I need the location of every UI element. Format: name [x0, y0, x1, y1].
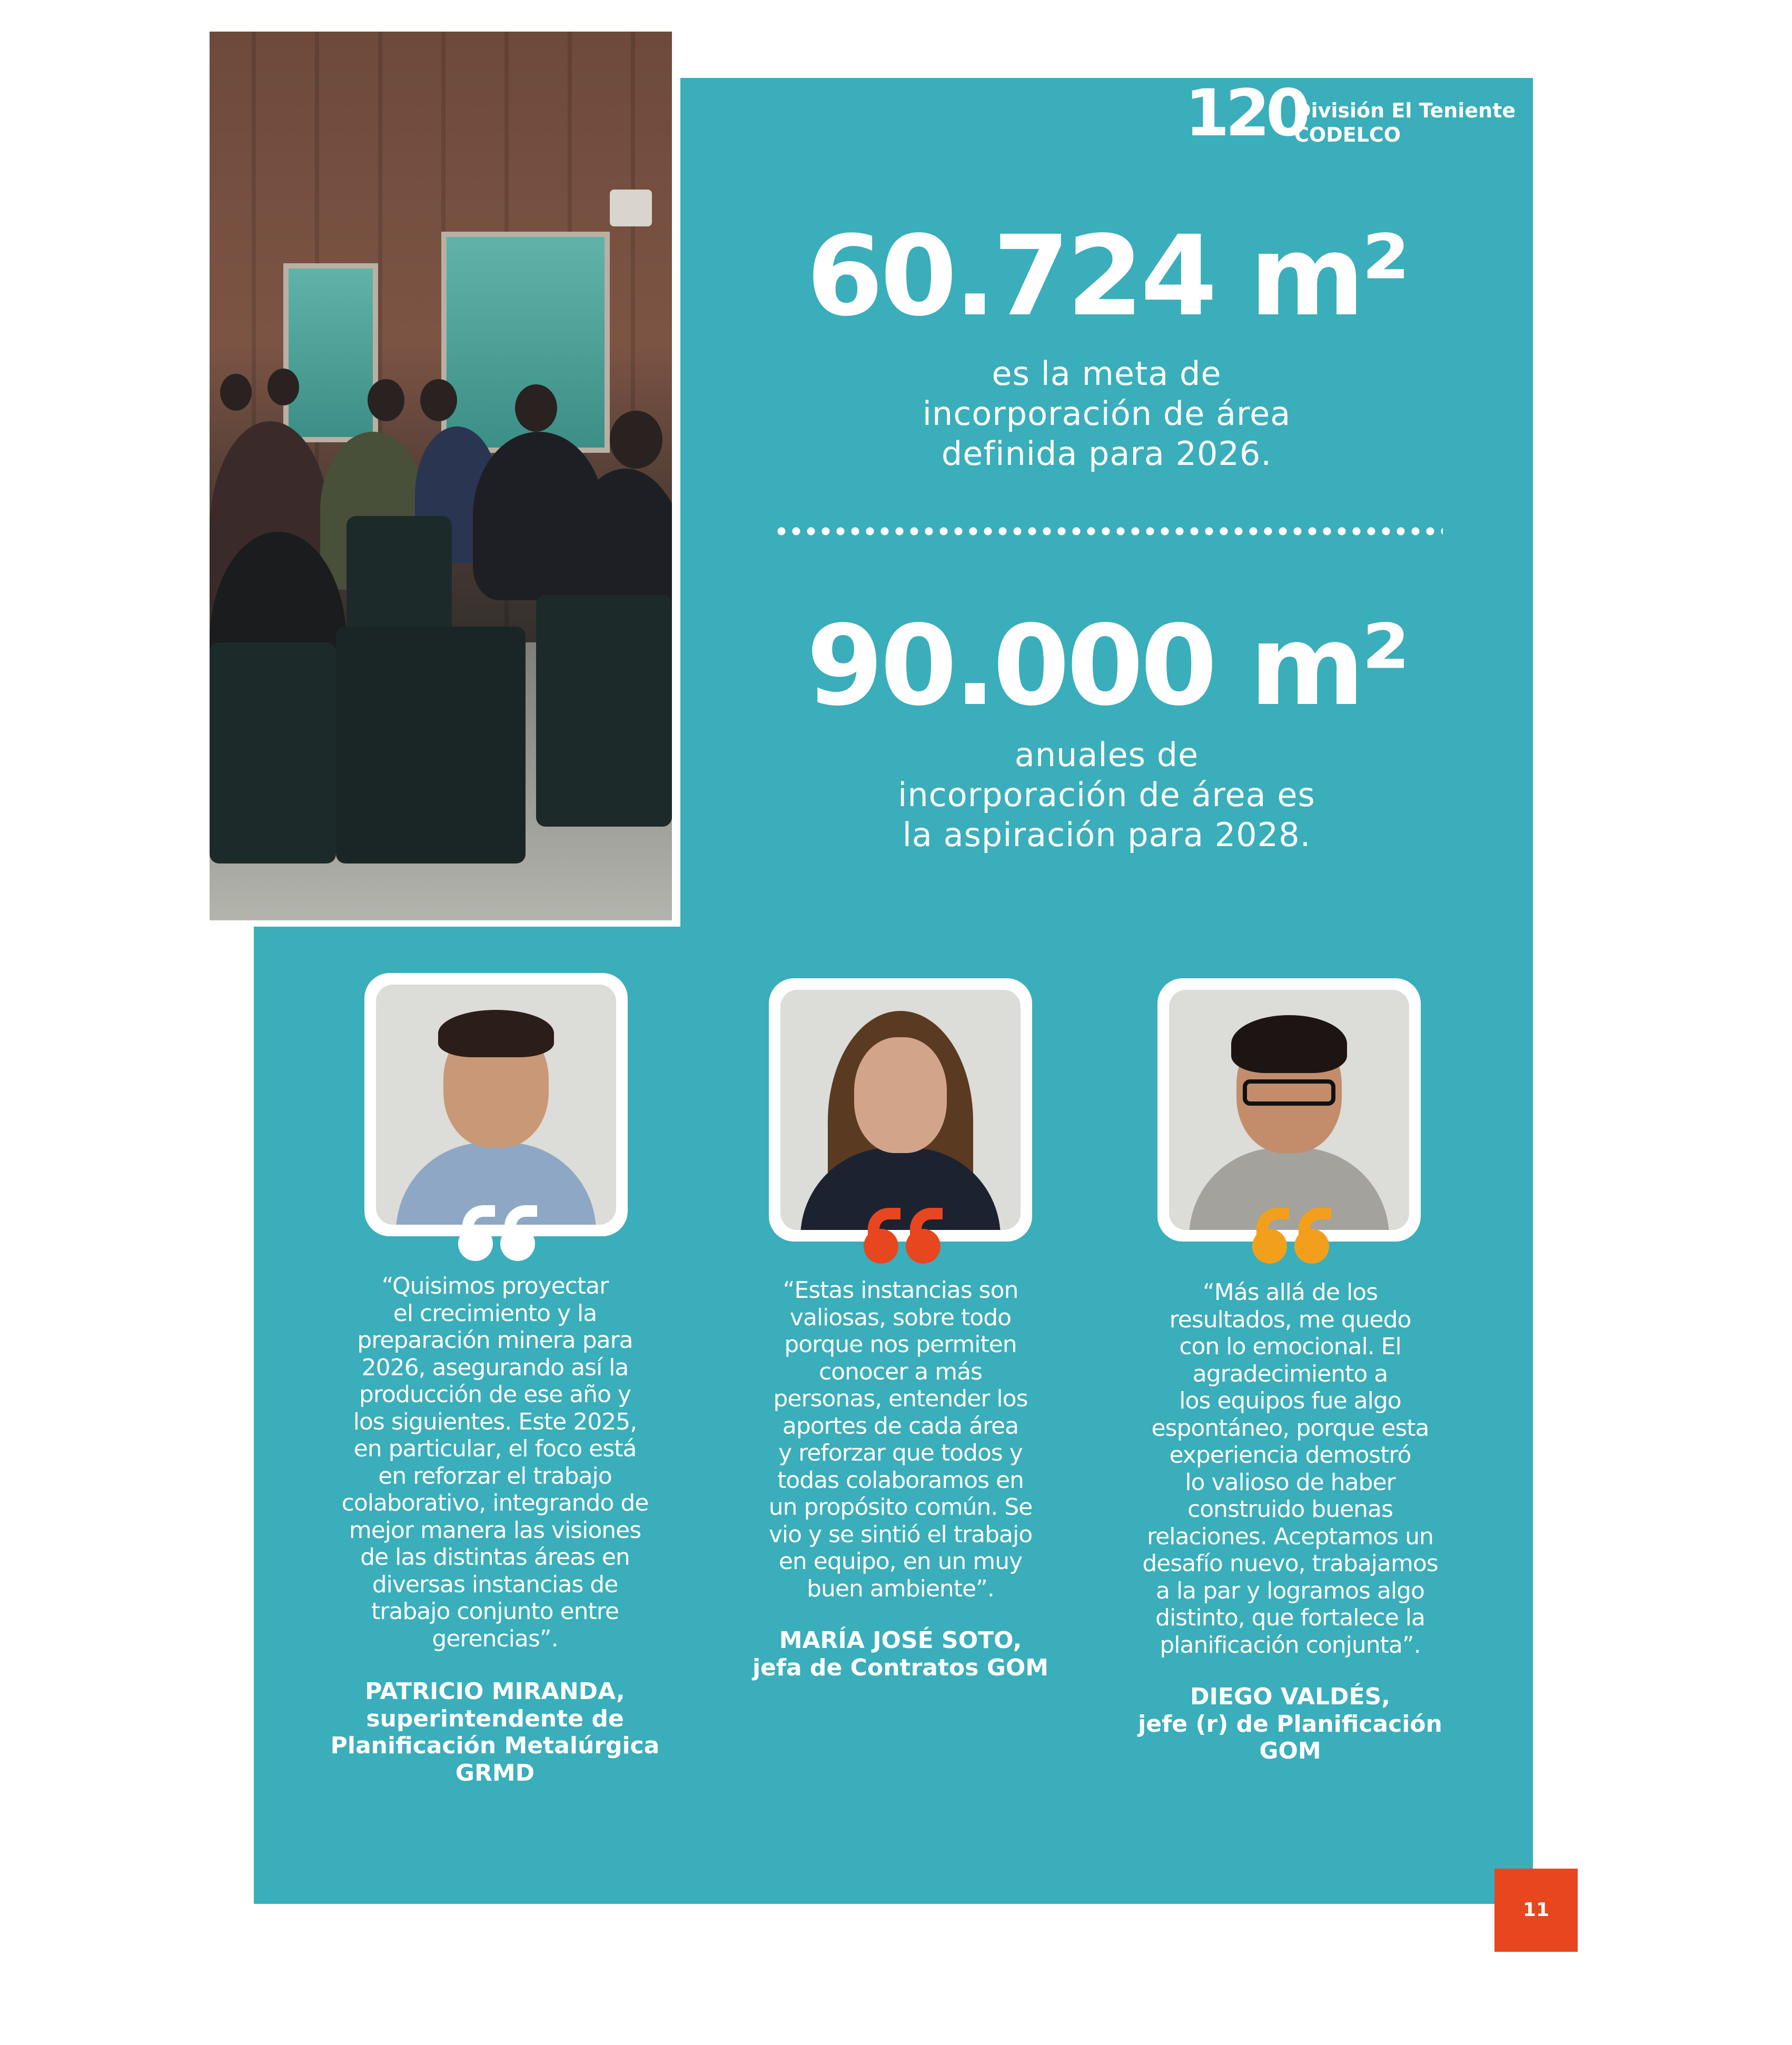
- portrait-maria-jose-soto: [769, 978, 1032, 1242]
- quote-mark-icon: [458, 1203, 542, 1261]
- portrait-diego-valdes: [1157, 978, 1421, 1242]
- stat-description-2026: es la meta de incorporación de área definida para 2026.: [922, 354, 1291, 473]
- testimonial-quote: “Más allá de los resultados, me quedo con lo emocional. El agradecimiento a los equipos fue algo espontáneo, porque esta experiencia demostró lo valioso de haber construido buenas relaciones. Aceptamos un desafío nuevo, trabajamos a la par y logramos algo distinto, que fortalece la planificación conjunta”.: [1142, 1279, 1438, 1659]
- portrait-patricio-miranda: [364, 973, 628, 1236]
- dotted-divider: [774, 527, 1443, 536]
- testimonial-quote: “Quisimos proyectar el crecimiento y la preparación minera para 2026, asegurando así la producción de ese año y los siguientes. Este 2025, en particular, el foco está en reforzar el trabajo colaborativo, integrando de mejor manera las visiones de las distintas áreas en diversas instancias de trabajo conjunto entre gerencias”.: [341, 1273, 649, 1652]
- page-number: 11: [1494, 1869, 1578, 1952]
- meeting-room-photo: [210, 32, 676, 925]
- testimonial-quote: “Estas instancias son valiosas, sobre todo porque nos permiten conocer a más personas, entender los aportes de cada área y reforzar que todos y todas colaboramos en un propósito común. Se vio y se sintió el trabajo en equipo, en un muy buen ambiente”.: [768, 1277, 1033, 1602]
- testimonial-name: DIEGO VALDÉS, jefe (r) de Planificación GOM: [1138, 1683, 1442, 1764]
- stat-value-2028: 90.000 m²: [806, 601, 1407, 730]
- stat-value-2026: 60.724 m²: [806, 212, 1407, 341]
- logo-company-name: CODELCO: [1294, 123, 1401, 146]
- division-logo: [1185, 76, 1516, 151]
- quote-mark-icon: [864, 1206, 948, 1264]
- testimonial-name: MARÍA JOSÉ SOTO, jefa de Contratos GOM: [752, 1627, 1049, 1681]
- quote-mark-icon: [1252, 1206, 1336, 1264]
- stat-description-2028: anuales de incorporación de área es la aspiración para 2028.: [898, 736, 1315, 854]
- logo-120-anniversary: 120: [1185, 76, 1306, 151]
- testimonial-name: PATRICIO MIRANDA, superintendente de Planificación Metalúrgica GRMD: [330, 1678, 660, 1786]
- logo-division-name: División El Teniente: [1294, 99, 1516, 122]
